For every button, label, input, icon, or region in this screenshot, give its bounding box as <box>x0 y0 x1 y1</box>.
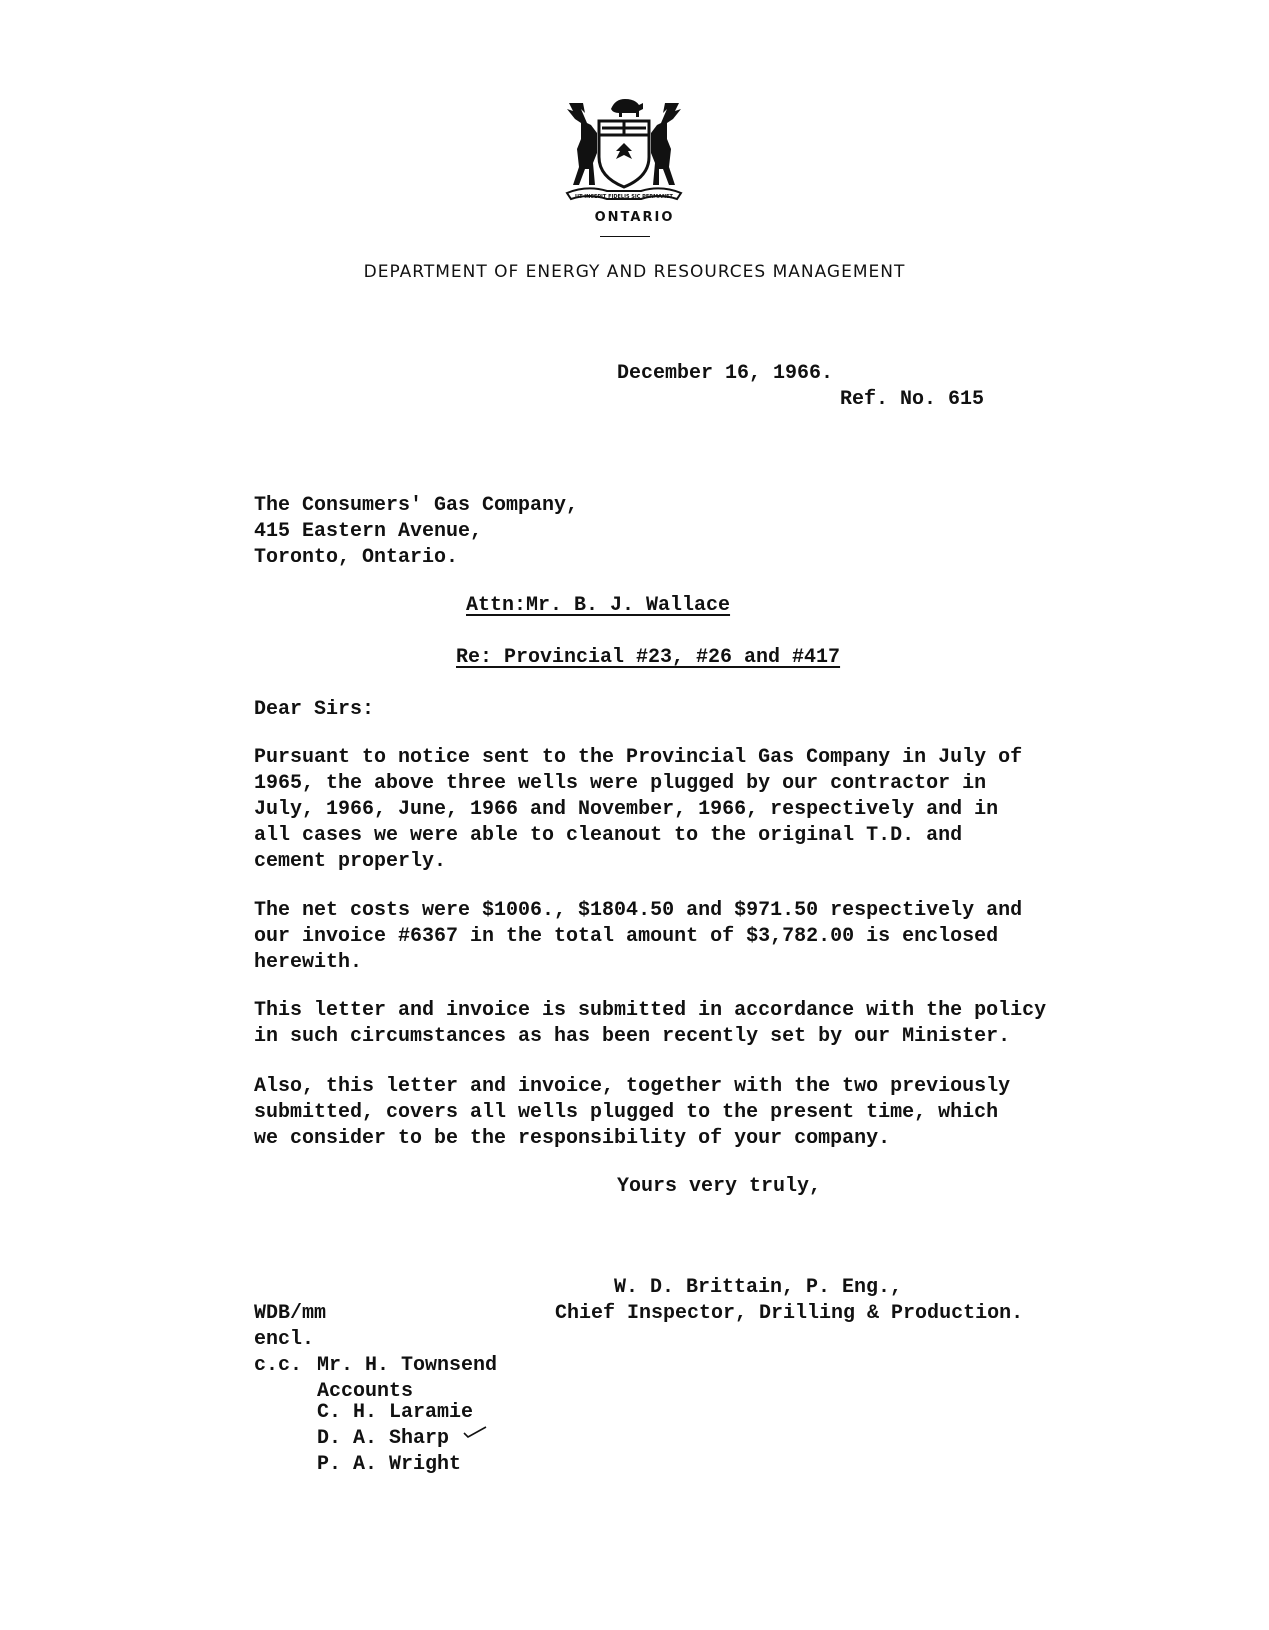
body-line: submitted, covers all wells plugged to the present time, which <box>254 1101 999 1124</box>
body-line: all cases we were able to cleanout to the original T.D. and <box>254 824 963 847</box>
body-line: The net costs were $1006., $1804.50 and $971.50 respectively and <box>254 899 1023 922</box>
body-paragraph <box>254 898 1094 976</box>
body-line: Also, this letter and invoice, together with the two previously <box>254 1075 1011 1098</box>
body-line: we consider to be the responsibility of your company. <box>254 1127 891 1150</box>
reference-number: Ref. No. 615 <box>840 388 985 411</box>
body-line: in such circumstances as has been recently set by our Minister. <box>254 1025 1011 1048</box>
cc-label: c.c. <box>254 1354 303 1377</box>
check-mark-icon <box>462 1425 488 1439</box>
recipient-line-2: 415 Eastern Avenue, <box>254 520 483 543</box>
body-line: our invoice #6367 in the total amount of $3,782.00 is enclosed <box>254 925 999 948</box>
body-line: July, 1966, June, 1966 and November, 1966, respectively and in <box>254 798 999 821</box>
cc-recipient: D. A. Sharp <box>317 1427 450 1450</box>
body-line: cement properly. <box>254 850 447 873</box>
attention-line: Attn:Mr. B. J. Wallace <box>466 594 731 617</box>
body-paragraph <box>254 998 1094 1050</box>
typist-initials: WDB/mm <box>254 1302 327 1325</box>
salutation: Dear Sirs: <box>254 698 375 721</box>
recipient-line-3: Toronto, Ontario. <box>254 546 459 569</box>
subject-line: Re: Provincial #23, #26 and #417 <box>456 646 841 669</box>
enclosure-note: encl. <box>254 1328 315 1351</box>
cc-recipient: Mr. H. Townsend <box>317 1354 498 1377</box>
letter-date: December 16, 1966. <box>617 362 834 385</box>
body-paragraph <box>254 745 1094 875</box>
body-line: 1965, the above three wells were plugged by our contractor in <box>254 772 987 795</box>
body-paragraph <box>254 1074 1094 1152</box>
body-line: herewith. <box>254 951 363 974</box>
letterhead-divider <box>600 236 650 237</box>
body-line: Pursuant to notice sent to the Provincial Gas Company in July of <box>254 746 1023 769</box>
cc-recipient: Accounts <box>317 1380 414 1403</box>
cc-recipient: P. A. Wright <box>317 1453 462 1476</box>
signature-name: W. D. Brittain, P. Eng., <box>614 1276 903 1299</box>
letterhead-province: ONTARIO <box>594 210 675 225</box>
signature-title: Chief Inspector, Drilling & Production. <box>555 1302 1024 1325</box>
letterhead-department: DEPARTMENT OF ENERGY AND RESOURCES MANAGEMENT <box>363 262 906 282</box>
cc-recipient: C. H. Laramie <box>317 1401 474 1424</box>
svg-text:UT INCEPIT FIDELIS SIC PERMANE: UT INCEPIT FIDELIS SIC PERMANET <box>575 194 673 200</box>
recipient-line-1: The Consumers' Gas Company, <box>254 494 579 517</box>
body-line: This letter and invoice is submitted in accordance with the policy <box>254 999 1047 1022</box>
closing: Yours very truly, <box>617 1175 822 1198</box>
ontario-coat-of-arms <box>561 95 687 207</box>
